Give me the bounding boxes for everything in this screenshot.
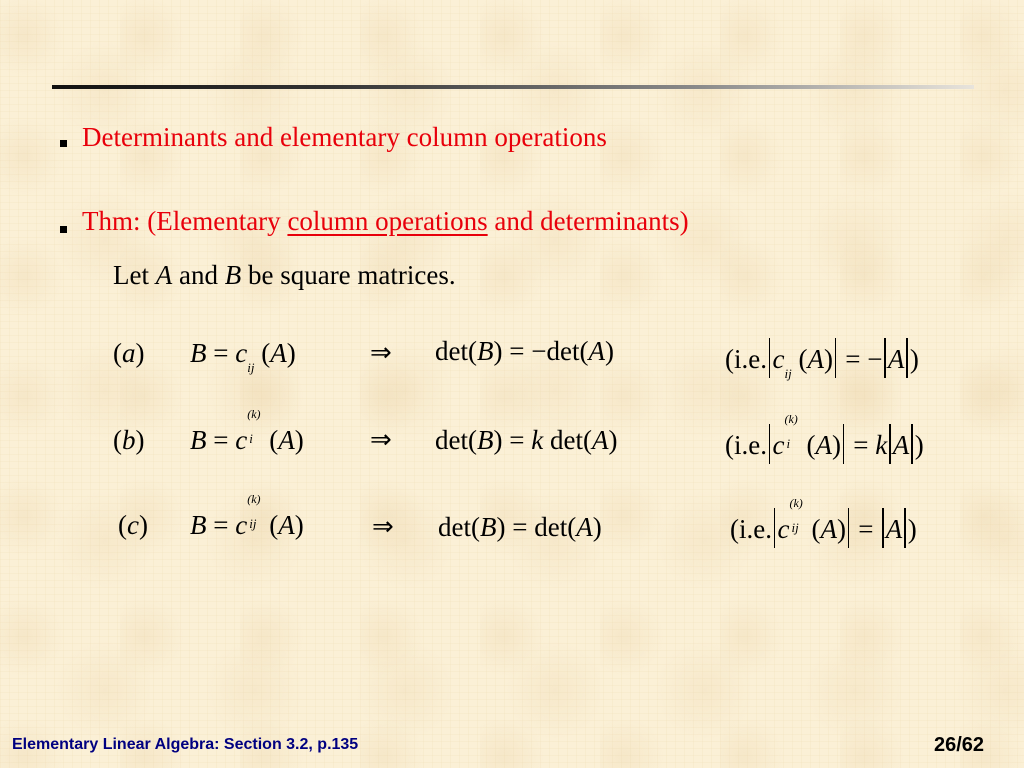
sym-A: A bbox=[820, 514, 837, 544]
sym-c: c bbox=[777, 514, 790, 544]
sym-B: B bbox=[190, 425, 207, 455]
op-indices bbox=[247, 492, 269, 534]
sym-eq: = bbox=[206, 338, 236, 368]
abs-bar bbox=[769, 338, 771, 378]
sym-ie: (i.e. bbox=[730, 514, 772, 544]
case-label-b: (b) bbox=[113, 425, 145, 455]
abs-bar bbox=[882, 508, 884, 548]
abs-bar bbox=[889, 424, 891, 464]
case-operation-c: B = c (k) ij (A) bbox=[190, 492, 304, 540]
case-label-c: (c) bbox=[118, 510, 148, 540]
theorem-underlined-term: column operations bbox=[287, 206, 488, 236]
sym-c: c bbox=[235, 425, 248, 455]
sym-eq: = bbox=[206, 425, 236, 455]
implies-arrow-icon: ⇒ bbox=[370, 425, 392, 455]
title-divider bbox=[52, 85, 974, 89]
sym-c: c bbox=[772, 344, 785, 374]
theorem-statement bbox=[113, 260, 456, 291]
case-letter: b bbox=[122, 425, 136, 455]
theorem-heading bbox=[82, 206, 689, 237]
sym-det: det bbox=[534, 512, 568, 542]
sym-det: det bbox=[438, 512, 471, 542]
sym-det: det bbox=[435, 425, 468, 455]
theorem-prefix: Thm: (Elementary bbox=[82, 206, 288, 236]
op-superscript: (k) bbox=[247, 492, 261, 506]
op-subscript: ij bbox=[249, 516, 257, 531]
sym-det: det bbox=[546, 336, 580, 366]
statement-matrix-b: B bbox=[224, 260, 242, 290]
sym-c: c bbox=[235, 338, 248, 368]
theorem-suffix: and determinants) bbox=[487, 206, 689, 236]
op-indices bbox=[784, 412, 806, 454]
sym-A: A bbox=[278, 425, 295, 455]
op-subscript: i bbox=[786, 436, 791, 451]
statement-let: Let bbox=[113, 260, 156, 290]
case-ie-c: (i.e. c (k) ij (A) = A ) bbox=[730, 508, 917, 548]
sym-eq: = bbox=[502, 425, 532, 455]
ie-sign: − bbox=[867, 344, 883, 374]
sym-ie: (i.e. bbox=[725, 344, 767, 374]
statement-and: and bbox=[172, 260, 225, 290]
sym-A: A bbox=[885, 514, 903, 544]
ie-coefficient: k bbox=[875, 430, 888, 460]
sym-B: B bbox=[477, 425, 494, 455]
bullet-square-icon bbox=[60, 140, 67, 147]
abs-bar bbox=[843, 424, 845, 464]
sym-A: A bbox=[576, 512, 593, 542]
sym-eq: = bbox=[846, 430, 876, 460]
sym-B: B bbox=[190, 338, 207, 368]
sym-B: B bbox=[480, 512, 497, 542]
op-indices bbox=[247, 407, 269, 449]
sym-eq: = bbox=[851, 514, 881, 544]
sym-A: A bbox=[591, 425, 609, 455]
statement-rest: be square matrices. bbox=[241, 260, 456, 290]
footer-book-reference: Elementary Linear Algebra: Section 3.2, p.135 bbox=[12, 736, 359, 753]
case-result-b: det(B) = k det(A) bbox=[435, 425, 618, 455]
sym-A: A bbox=[815, 430, 832, 460]
sym-c: c bbox=[772, 430, 785, 460]
case-operation-b: B = c (k) i (A) bbox=[190, 407, 304, 455]
sym-det: det bbox=[435, 336, 468, 366]
case-label-a: (a) bbox=[113, 338, 145, 368]
abs-bar bbox=[904, 508, 906, 548]
op-subscript: ij bbox=[784, 366, 792, 381]
statement-matrix-a: A bbox=[155, 260, 173, 290]
abs-bar bbox=[835, 338, 837, 378]
sym-eq: = bbox=[505, 512, 535, 542]
abs-bar bbox=[774, 508, 776, 548]
op-superscript: (k) bbox=[789, 496, 803, 510]
sym-A: A bbox=[270, 338, 287, 368]
implies-arrow-icon: ⇒ bbox=[370, 338, 392, 368]
sym-B: B bbox=[190, 510, 207, 540]
sym-A: A bbox=[807, 344, 824, 374]
abs-bar bbox=[884, 338, 886, 378]
sym-c: c bbox=[235, 510, 248, 540]
abs-bar bbox=[848, 508, 850, 548]
case-operation-a: $B = c_{ij}$ (A) bbox=[190, 338, 296, 375]
case-ie-b: (i.e. c (k) i (A) = k A ) bbox=[725, 424, 924, 464]
op-subscript: ij bbox=[791, 520, 799, 535]
slide-number: 26/62 bbox=[934, 734, 985, 756]
abs-bar bbox=[906, 338, 908, 378]
sym-A: A bbox=[892, 430, 910, 460]
sym-B: B bbox=[477, 336, 494, 366]
bullet-text: Determinants and elementary column operations bbox=[82, 122, 607, 152]
case-letter: a bbox=[122, 338, 136, 368]
case-result-a: det(B) = −det(A) bbox=[435, 336, 614, 366]
sym-eq: = bbox=[502, 336, 532, 366]
op-superscript: (k) bbox=[784, 412, 798, 426]
bullet-square-icon bbox=[60, 226, 67, 233]
sym-A: A bbox=[887, 344, 905, 374]
op-indices bbox=[789, 496, 811, 538]
sym-eq: = bbox=[206, 510, 236, 540]
result-coefficient: k bbox=[531, 425, 544, 455]
sym-A: A bbox=[278, 510, 295, 540]
op-subscript: i bbox=[249, 431, 253, 446]
implies-arrow-icon: ⇒ bbox=[372, 512, 394, 542]
abs-bar bbox=[769, 424, 771, 464]
op-subscript: ij bbox=[247, 360, 255, 375]
abs-bar bbox=[911, 424, 913, 464]
case-letter: c bbox=[127, 510, 139, 540]
case-result-c: det(B) = det(A) bbox=[438, 512, 602, 542]
sym-ie: (i.e. bbox=[725, 430, 767, 460]
sym-eq: = bbox=[838, 344, 868, 374]
sym-det: det bbox=[549, 425, 583, 455]
op-superscript: (k) bbox=[247, 407, 261, 421]
result-sign: − bbox=[531, 336, 547, 366]
sym-A: A bbox=[588, 336, 605, 366]
case-ie-a: (i.e. $c_{ij}$ (A) = − A ) bbox=[725, 338, 919, 378]
